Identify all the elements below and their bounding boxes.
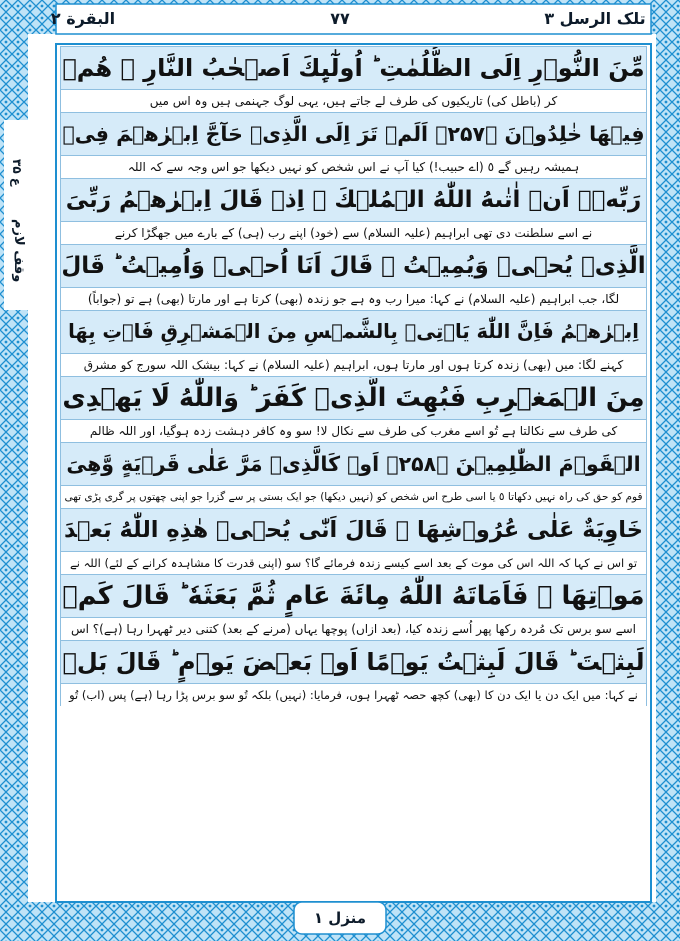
surah-label: البقرة ۲ xyxy=(50,9,116,28)
arabic-line: رَبِّهٖۤ اَنۡ اٰتٰٮهُ اللّٰهُ الۡمُلۡكَ ۘ اِذۡ قَالَ اِبۡرٰهٖمُ رَبِّىَ xyxy=(60,178,647,222)
translation-line: اسے سو برس تک مُردہ رکھا پھر اُسے زندہ کیا، (بعد ازاں) پوچھا یہاں (مرنے کے بعد) کتنی دیر ٹھہرا رہا (ہے)؟ اس xyxy=(60,618,647,640)
translation-line: ہمیشہ رہیں گے ٥ (اے حبیب!) کیا آپ نے اس شخص کو نہیں دیکھا جو اس وجہ سے کہ اللہ xyxy=(60,156,647,178)
ruku-marker: ع ۳۵ xyxy=(10,159,24,187)
manzil-label: منزل ۱ xyxy=(313,909,367,927)
translation-line: تو اس نے کہا کہ اللہ اس کی موت کے بعد اسے کیسے زندہ فرمائے گا؟ سو (اپنی قدرت کا مشاہدہ کرانے کے لئے) اللہ نے xyxy=(60,552,647,574)
translation-line: کہنے لگا: میں (بھی) زندہ کرتا ہوں اور مارتا ہوں، ابراہیم (علیہ السلام) نے کہا: بیشک اللہ سورج کو مشرق xyxy=(60,354,647,376)
arabic-line: لَبِثۡتَ ؕ قَالَ لَبِثۡتُ يَوۡمًا اَوۡ بَعۡضَ يَوۡمٍ ؕ قَالَ بَلۡ xyxy=(60,640,647,684)
arabic-line: اِبۡرٰهٖمُ فَاِنَّ اللّٰهَ يَاۡتِىۡ بِالشَّمۡسِ مِنَ الۡمَشۡرِقِ فَاۡتِ بِهَا xyxy=(60,310,647,354)
juz-label: تلک الرسل ۳ xyxy=(544,9,646,28)
arabic-line: مَوۡتِهَا ۚ فَاَمَاتَهُ اللّٰهُ مِائَةَ عَامٍ ثُمَّ بَعَثَهٗ ؕ قَالَ كَمۡ xyxy=(60,574,647,618)
arabic-line: مِّنَ النُّوۡرِ اِلَى الظُّلُمٰتِ ؕ اُولٰٓٮِٕكَ اَصۡحٰبُ النَّارِ ۚ هُمۡ xyxy=(60,46,647,90)
translation-line: کر (باطل کی) تاریکیوں کی طرف لے جاتے ہیں، یہی لوگ جہنمی ہیں وہ اس میں xyxy=(60,90,647,112)
arabic-line: فِيۡهَا خٰلِدُوۡنَ ﴿۲۵۷﴾ اَلَمۡ تَرَ اِلَى الَّذِىۡ حَآجَّ اِبۡرٰهٖمَ فِىۡ xyxy=(60,112,647,156)
translation-line: نے کہا: میں ایک دن یا ایک دن کا (بھی) کچھ حصہ ٹھہرا ہوں، فرمایا: (نہیں) بلکہ تُو سو برس پڑا رہا (ہے) پس (اب) تُو xyxy=(60,684,647,706)
translation-line: لگا، جب ابراہیم (علیہ السلام) نے کہا: میرا رب وہ ہے جو زندہ (بھی) کرتا ہے اور مارتا (بھی) ہے تو (جواباً) xyxy=(60,288,647,310)
translation-line: نے اسے سلطنت دی تھی ابراہیم (علیہ السلام) سے (خود) اپنے رب (ہی) کے بارے میں جھگڑا کرنے xyxy=(60,222,647,244)
arabic-line: الۡقَوۡمَ الظّٰلِمِيۡنَ ﴿۲۵۸﴾ اَوۡ كَالَّذِىۡ مَرَّ عَلٰى قَرۡيَةٍ وَّهِىَ xyxy=(60,442,647,486)
waqf-marker: وقف لازم xyxy=(11,219,26,283)
arabic-line: الَّذِىۡ يُحۡىٖ وَيُمِيۡتُ ۙ قَالَ اَنَا اُحۡىٖ وَاُمِيۡتُ ؕ قَالَ xyxy=(60,244,647,288)
translation-line: قوم کو حق کی راہ نہیں دکھاتا ٥ یا اسی طرح اس شخص کو (نہیں دیکھا) جو ایک بستی پر سے گزرا جو اپنی چھتوں پر گری پڑی تھی xyxy=(60,486,647,508)
page-number: ۷۷ xyxy=(330,9,350,28)
arabic-line: مِنَ الۡمَغۡرِبِ فَبُهِتَ الَّذِىۡ كَفَرَ ؕ وَاللّٰهُ لَا يَهۡدِى xyxy=(60,376,647,420)
verse-block xyxy=(60,46,647,706)
arabic-line: خَاوِيَةٌ عَلٰى عُرُوۡشِهَا ۚ قَالَ اَنّٰى يُحۡىٖ هٰذِهِ اللّٰهُ بَعۡدَ xyxy=(60,508,647,552)
translation-line: کی طرف سے نکالتا ہے تُو اسے مغرب کی طرف سے نکال لا! سو وہ کافر دہشت زدہ ہوگیا، اور اللہ ظالم xyxy=(60,420,647,442)
